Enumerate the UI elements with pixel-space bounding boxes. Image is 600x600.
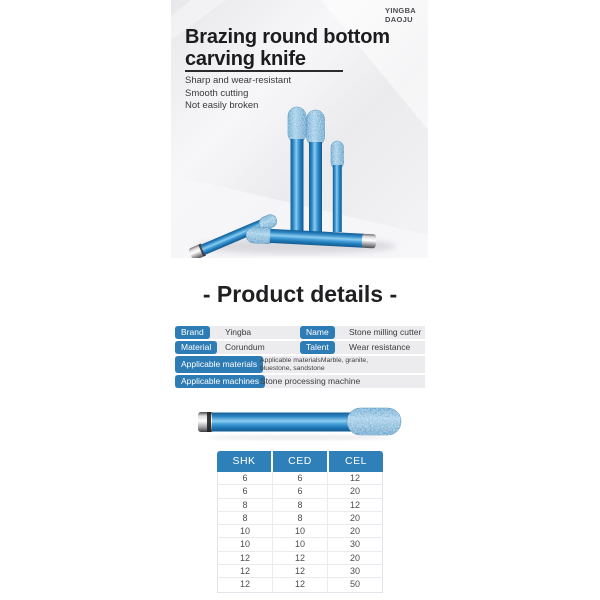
feature-item: Sharp and wear-resistant [185,75,292,86]
material-value: Corundum [225,342,265,352]
applicable-materials-label-chip: Applicable materials [175,356,263,373]
name-label-chip: Name [300,326,335,339]
spec-cell: 30 [327,538,382,550]
spec-cell: 6 [242,473,248,483]
applicable-materials-value-line1: Applicable materialsMarble, granite, [260,357,369,364]
spec-cell: 10 [272,538,327,550]
spec-header-ced: CED [271,451,327,472]
feature-list [185,75,291,113]
details-row-material-talent [175,341,425,354]
spec-cell: 8 [272,512,327,524]
spec-cell: 12 [239,552,250,563]
spec-cell: 20 [327,485,382,497]
spec-cell: 20 [327,552,382,564]
brand-line1: YINGBA [385,6,416,15]
spec-cell: 8 [242,499,248,510]
hero-photo-card [171,0,428,258]
table-row [218,512,382,525]
brand-value: Yingba [225,327,252,337]
details-table [175,326,425,390]
spec-cell: 10 [272,525,327,537]
table-row [218,578,382,591]
carving-knife-photo-image [197,403,403,441]
section-title: - Product details - [202,281,398,307]
talent-value: Wear resistance [349,342,411,352]
spec-cell: 12 [272,565,327,577]
spec-cell: 8 [272,499,327,511]
spec-cell: 50 [327,578,382,591]
spec-cell: 12 [239,579,250,590]
spec-cell: 12 [327,472,382,484]
table-row [218,499,382,512]
spec-table [217,451,383,593]
carving-knife-figure [197,403,403,441]
spec-cell: 6 [272,485,327,497]
spec-cell: 30 [327,565,382,577]
product-title [185,26,390,70]
table-row [218,552,382,565]
brand-logo [385,7,416,24]
spec-header-cel: CEL [327,451,383,472]
spec-cell: 6 [242,486,248,497]
spec-cell: 10 [239,526,250,537]
feature-item: Not easily broken [185,100,259,112]
spec-cell: 12 [327,499,382,511]
table-row [218,472,382,485]
spec-cell: 12 [272,578,327,591]
table-row [218,565,382,578]
name-value: Stone milling cutter [349,327,422,337]
table-row [218,538,382,551]
applicable-machines-value: Stone processing machine [260,376,361,386]
spec-cell: 8 [242,512,248,523]
product-title-line2: carving knife [185,48,306,70]
spec-cell: 20 [327,525,382,537]
spec-header-shk: SHK [217,451,271,472]
brand-label-chip: Brand [175,326,210,339]
spec-cell: 12 [272,552,327,564]
applicable-materials-value-line2: bluestone, sandstone [260,365,325,372]
material-label-chip: Material [175,341,217,354]
details-row-materials [175,356,425,373]
spec-cell: 12 [239,566,250,577]
applicable-materials-value [260,357,368,373]
product-title-line1: Brazing round bottom [185,26,390,48]
table-row [218,485,382,498]
table-row [218,525,382,538]
feature-item: Smooth cutting [185,87,249,99]
applicable-machines-label-chip: Applicable machines [175,375,265,388]
spec-cell: 20 [327,512,382,524]
spec-cell: 10 [239,539,250,550]
brand-line2: DAOJU [385,14,413,24]
details-row-machines [175,375,425,388]
spec-cell: 6 [272,472,327,484]
title-underline [185,70,343,72]
spec-table-body [217,472,383,593]
talent-label-chip: Talent [300,341,335,354]
spec-table-header [217,451,383,472]
details-row-brand-name [175,326,425,339]
